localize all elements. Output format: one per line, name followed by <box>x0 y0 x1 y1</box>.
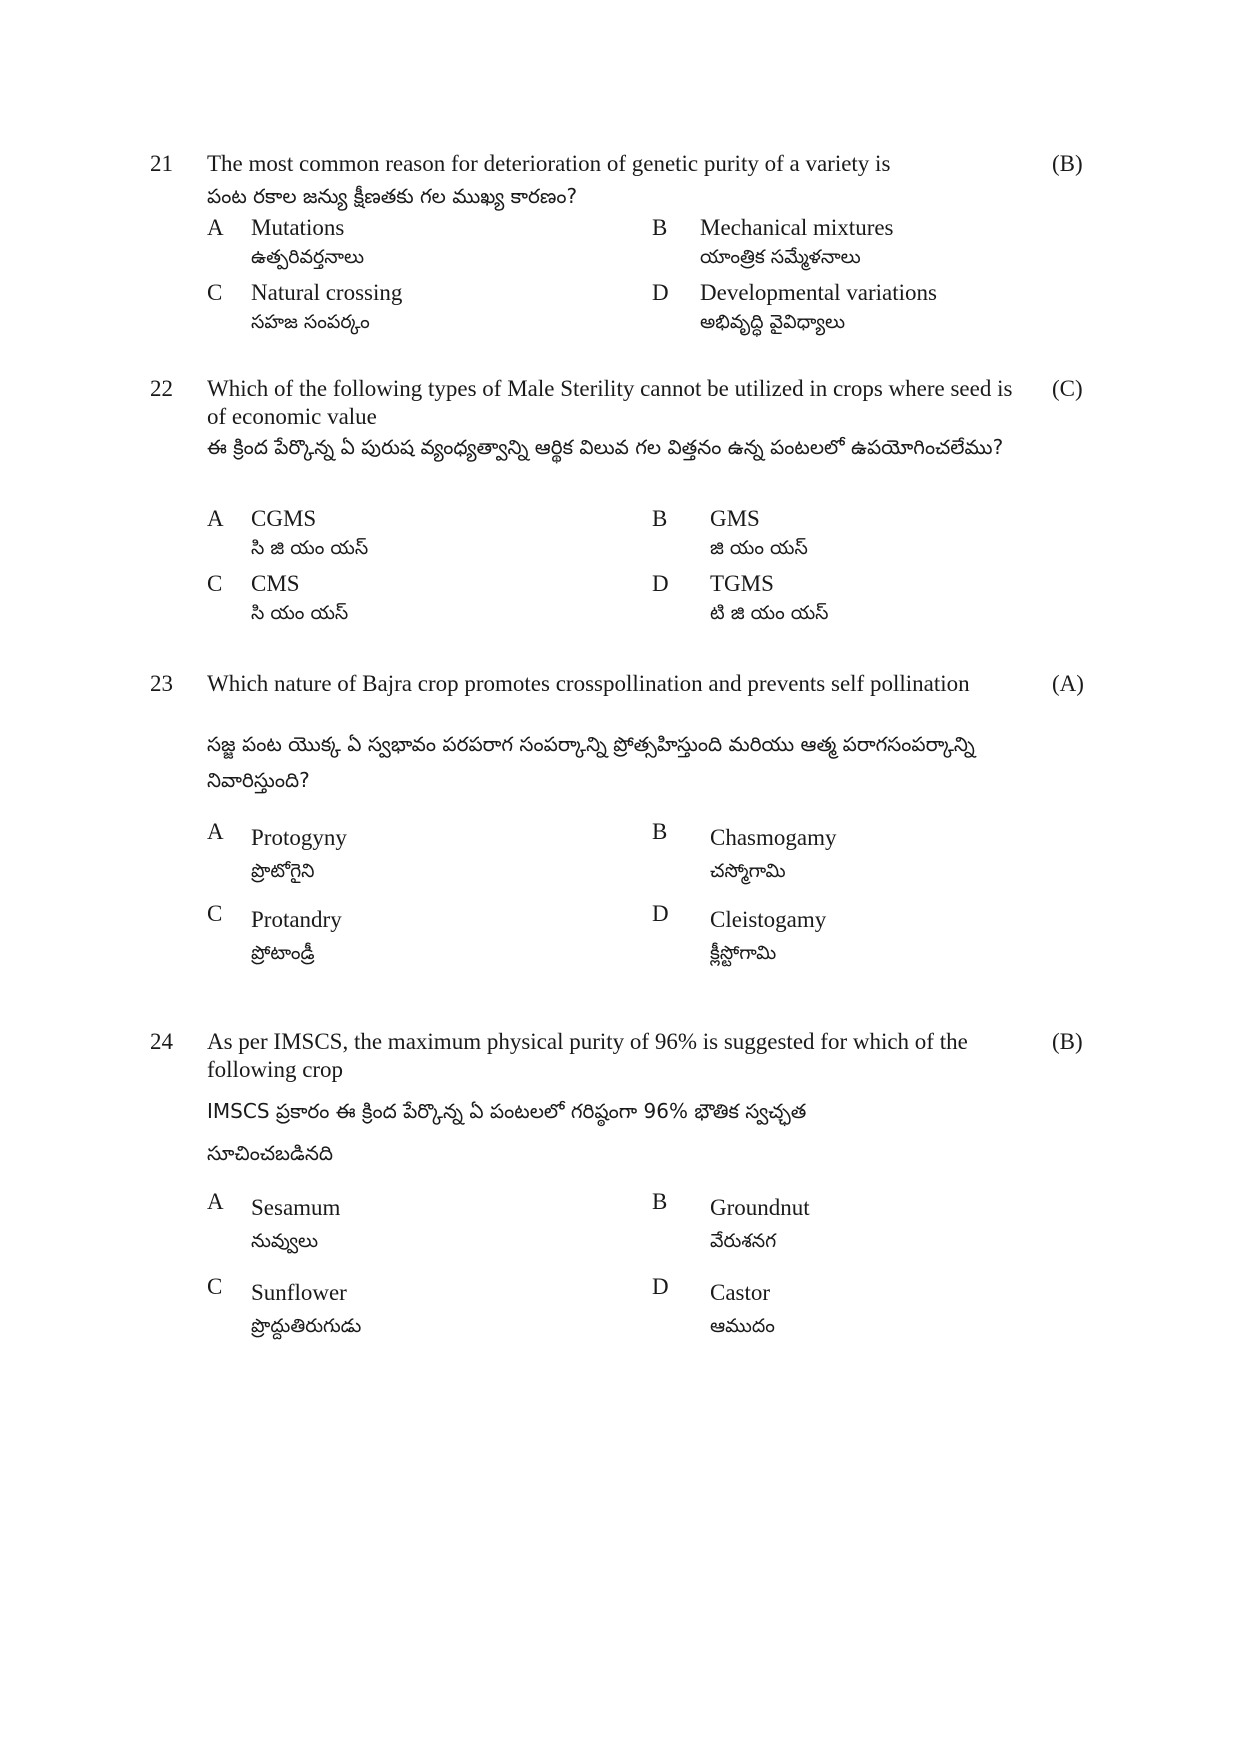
option-text-english: TGMS <box>710 571 774 596</box>
question-number: 23 <box>150 671 173 696</box>
option-text-telugu: టి జి యం యస్ <box>710 602 829 624</box>
question-text-telugu: IMSCS ప్రకారం ఈ క్రింద పేర్కొన్న ఏ పంటలలో గరిష్ఠంగా 96% భౌతిక స్వచ్ఛత సూచించబడినది <box>207 1099 807 1165</box>
option-text-telugu: ప్రొద్దుతిరుగుడు <box>251 1315 362 1337</box>
option-letter: A <box>207 215 224 240</box>
question-text-english: The most common reason for deterioration of genetic purity of a variety is <box>207 151 891 176</box>
option-letter: D <box>652 571 669 596</box>
option-text-english: Protogyny <box>251 825 347 850</box>
answer-key: (C) <box>1052 376 1083 401</box>
option-text-english: Castor <box>710 1280 771 1305</box>
option-letter: D <box>652 280 669 305</box>
option-text-telugu: అభివృద్ధి వైవిధ్యాలు <box>700 311 846 333</box>
option-letter: A <box>207 819 224 844</box>
answer-key: (A) <box>1052 671 1084 696</box>
option-text-telugu: జి యం యస్ <box>710 537 808 559</box>
option-letter: B <box>652 215 668 240</box>
answer-key: (B) <box>1052 151 1083 176</box>
option-letter: C <box>207 571 223 596</box>
option-letter: B <box>652 1189 668 1214</box>
question-text-english: Which of the following types of Male Sterility cannot be utilized in crops where seed is of economic value <box>207 376 1013 429</box>
option-text-english: Mutations <box>251 215 345 240</box>
option-text-telugu: నువ్వులు <box>251 1230 319 1252</box>
option-letter: D <box>652 1274 669 1299</box>
question-number: 21 <box>150 151 173 176</box>
question-number: 22 <box>150 376 173 401</box>
option-text-english: Cleistogamy <box>710 907 827 932</box>
answer-key: (B) <box>1052 1029 1083 1054</box>
option-text-telugu: సి జి యం యస్ <box>251 537 369 559</box>
question-number: 24 <box>150 1029 173 1054</box>
option-text-telugu: ప్రొటోగైని <box>251 860 315 882</box>
option-letter: A <box>207 1189 224 1214</box>
question-text-english: As per IMSCS, the maximum physical purity of 96% is suggested for which of the following crop <box>207 1029 968 1082</box>
option-text-english: Chasmogamy <box>710 825 837 850</box>
option-text-telugu: సి యం యస్ <box>251 602 349 624</box>
option-text-english: Sesamum <box>251 1195 341 1220</box>
option-text-telugu: ఆముదం <box>710 1315 775 1337</box>
option-text-telugu: యాంత్రిక సమ్మేళనాలు <box>700 246 861 268</box>
option-letter: C <box>207 280 223 305</box>
option-text-telugu: ఉత్పరివర్తనాలు <box>251 246 365 268</box>
option-text-english: Groundnut <box>710 1195 810 1220</box>
question-text-telugu: సజ్జ పంట యొక్క ఏ స్వభావం పరపరాగ సంపర్కాన్ని ప్రోత్సహిస్తుంది మరియు ఆత్మ పరాగసంపర్కాన్ని నివారిస్తుంది? <box>207 732 975 792</box>
option-text-english: Developmental variations <box>700 280 937 305</box>
option-text-telugu: ప్రోటాండ్రీ <box>251 942 315 964</box>
option-text-telugu: వేరుశనగ <box>710 1230 777 1252</box>
question-text-telugu: ఈ క్రింద పేర్కొన్న ఏ పురుష వ్యంధ్యత్వాన్ని ఆర్థిక విలువ గల విత్తనం ఉన్న పంటలలో ఉపయోగించలేము? <box>207 435 1004 459</box>
option-text-english: GMS <box>710 506 760 531</box>
option-letter: D <box>652 901 669 926</box>
option-text-english: CGMS <box>251 506 317 531</box>
option-letter: A <box>207 506 224 531</box>
option-text-english: Protandry <box>251 907 342 932</box>
option-text-english: Natural crossing <box>251 280 403 305</box>
option-text-telugu: చస్మోగామి <box>710 860 786 882</box>
option-text-english: Sunflower <box>251 1280 347 1305</box>
option-letter: C <box>207 901 223 926</box>
option-letter: B <box>652 506 668 531</box>
option-text-telugu: క్లీస్టోగామి <box>710 942 777 964</box>
question-text-telugu: పంట రకాల జన్యు క్షీణతకు గల ముఖ్య కారణం? <box>207 184 578 208</box>
question-text-english: Which nature of Bajra crop promotes crosspollination and prevents self pollination <box>207 671 970 696</box>
option-text-telugu: సహజ సంపర్కం <box>251 311 370 333</box>
option-text-english: Mechanical mixtures <box>700 215 894 240</box>
option-text-english: CMS <box>251 571 300 596</box>
option-letter: B <box>652 819 668 844</box>
option-letter: C <box>207 1274 223 1299</box>
